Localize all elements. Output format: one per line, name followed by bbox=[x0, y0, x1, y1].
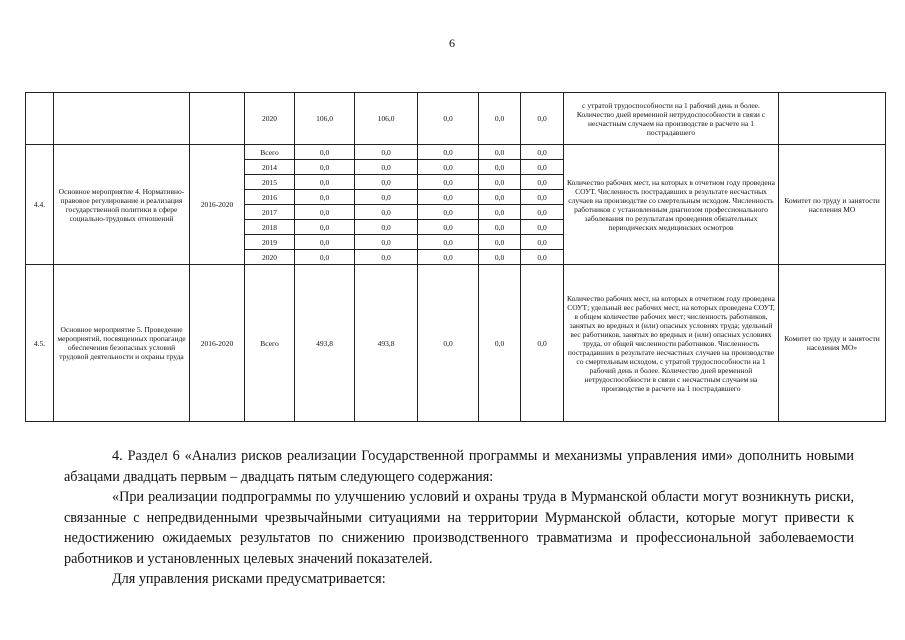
cell-value: 0,0 bbox=[295, 145, 355, 160]
cell-value: 0,0 bbox=[521, 250, 564, 265]
cell-value: 0,0 bbox=[479, 205, 521, 220]
cell-value: 0,0 bbox=[295, 205, 355, 220]
cell-value: 0,0 bbox=[521, 175, 564, 190]
cell-value: 0,0 bbox=[479, 145, 521, 160]
cell-name: Основное мероприятие 5. Проведение мероприятий, посвященных пропаганде обеспечения безопасных условий трудовой деятельности и охраны труда bbox=[54, 265, 190, 422]
cell-year: 2018 bbox=[245, 220, 295, 235]
cell-value: 0,0 bbox=[418, 265, 479, 422]
cell-value: 0,0 bbox=[355, 190, 418, 205]
cell-value: 0,0 bbox=[479, 220, 521, 235]
cell-indicators: с утратой трудоспособности на 1 рабочий день и более. Количество дней временной нетрудоспособности в связи с несчастным случаем на производстве в расчете на 1 пострадавшего bbox=[564, 93, 779, 145]
cell-value: 0,0 bbox=[295, 160, 355, 175]
cell-value: 0,0 bbox=[355, 220, 418, 235]
cell-indicators: Количество рабочих мест, на которых в отчетном году проведена СОУТ; удельный вес рабочих мест, на которых проведена СОУТ, в общем количестве рабочих мест; численность работников, занятых во вредных и (или) опасных условиях труда; удельный вес работников, занятых во вредных и (или) опасных условиях труда, от общей численности работников. Численность пострадавших в результате несчастных случаев на производстве со смертельным исходом, с утратой трудоспособности на 1 рабочий день и более. Количество дней временной нетрудоспособности в связи с несчастным случаем на производстве в расчете на 1 пострадавшего bbox=[564, 265, 779, 422]
cell-year: Всего bbox=[245, 265, 295, 422]
cell-value: 106,0 bbox=[295, 93, 355, 145]
table-row bbox=[26, 93, 886, 145]
cell-value: 0,0 bbox=[418, 160, 479, 175]
cell-value: 0,0 bbox=[479, 190, 521, 205]
cell-value: 0,0 bbox=[479, 175, 521, 190]
cell-year: 2014 bbox=[245, 160, 295, 175]
cell-year: 2015 bbox=[245, 175, 295, 190]
cell-value: 0,0 bbox=[418, 220, 479, 235]
cell-value: 0,0 bbox=[521, 160, 564, 175]
cell-num: 4.4. bbox=[26, 145, 54, 265]
paragraph: «При реализации подпрограммы по улучшению условий и охраны труда в Мурманской области могут возникнуть риски, связанные с непредвиденными чрезвычайными ситуациями на территории Мурманской области, которые могут привести к недостижению ожидаемых результатов по снижению производственного травматизма и профессиональной заболеваемости работников и установленных целевых значений показателей. bbox=[64, 489, 854, 567]
cell-value: 0,0 bbox=[418, 145, 479, 160]
cell-period: 2016-2020 bbox=[190, 145, 245, 265]
cell-value: 0,0 bbox=[355, 235, 418, 250]
cell-value: 0,0 bbox=[355, 145, 418, 160]
cell-value: 0,0 bbox=[479, 265, 521, 422]
cell-value: 0,0 bbox=[418, 250, 479, 265]
cell-value: 0,0 bbox=[521, 190, 564, 205]
cell-value: 0,0 bbox=[295, 250, 355, 265]
cell-value: 106,0 bbox=[355, 93, 418, 145]
cell-value: 0,0 bbox=[295, 220, 355, 235]
cell-value: 0,0 bbox=[418, 205, 479, 220]
cell-value: 0,0 bbox=[479, 160, 521, 175]
cell-indicators: Количество рабочих мест, на которых в отчетном году проведена СОУТ. Численность пострадавших в результате несчастных случаев на производстве со смертельным исходом. Численность работников с установленным диагнозом профессионального заболевания по результатам проведения обязательных периодических медицинских осмотров bbox=[564, 145, 779, 265]
cell-value: 0,0 bbox=[521, 93, 564, 145]
cell-value: 0,0 bbox=[418, 93, 479, 145]
cell-value: 0,0 bbox=[418, 175, 479, 190]
paragraph: 4. Раздел 6 «Анализ рисков реализации Государственной программы и механизмы управления ими» дополнить новыми абзацами двадцать первым – двадцать пятым следующего содержания: bbox=[64, 448, 854, 485]
cell-executor: Комитет по труду и занятости населения МО bbox=[779, 145, 886, 265]
program-table bbox=[25, 92, 886, 422]
cell-year: 2017 bbox=[245, 205, 295, 220]
cell-year: Всего bbox=[245, 145, 295, 160]
cell-num: 4.5. bbox=[26, 265, 54, 422]
cell-value: 0,0 bbox=[355, 160, 418, 175]
cell-year: 2019 bbox=[245, 235, 295, 250]
cell-year: 2016 bbox=[245, 190, 295, 205]
cell-executor: Комитет по труду и занятости населения МО» bbox=[779, 265, 886, 422]
cell-value: 0,0 bbox=[479, 250, 521, 265]
cell-value: 0,0 bbox=[355, 175, 418, 190]
cell-value: 0,0 bbox=[479, 235, 521, 250]
cell-value: 0,0 bbox=[355, 250, 418, 265]
cell-value: 0,0 bbox=[521, 205, 564, 220]
cell-value: 0,0 bbox=[295, 235, 355, 250]
page-number: 6 bbox=[449, 36, 455, 50]
table-row bbox=[26, 145, 886, 160]
cell-value: 0,0 bbox=[418, 235, 479, 250]
cell-year: 2020 bbox=[245, 93, 295, 145]
cell-name bbox=[54, 93, 190, 145]
cell-value: 0,0 bbox=[295, 190, 355, 205]
cell-value: 0,0 bbox=[521, 145, 564, 160]
cell-executor bbox=[779, 93, 886, 145]
cell-value: 0,0 bbox=[355, 205, 418, 220]
paragraph: Для управления рисками предусматривается: bbox=[112, 571, 386, 587]
cell-name: Основное мероприятие 4. Нормативно-правовое регулирование и реализация государственной политики в сфере социально-трудовых отношений bbox=[54, 145, 190, 265]
cell-num bbox=[26, 93, 54, 145]
cell-period bbox=[190, 93, 245, 145]
cell-value: 493,8 bbox=[355, 265, 418, 422]
cell-value: 0,0 bbox=[521, 235, 564, 250]
cell-value: 0,0 bbox=[295, 175, 355, 190]
cell-value: 0,0 bbox=[418, 190, 479, 205]
table-row bbox=[26, 265, 886, 422]
cell-value: 0,0 bbox=[521, 220, 564, 235]
cell-value: 0,0 bbox=[521, 265, 564, 422]
cell-value: 0,0 bbox=[479, 93, 521, 145]
body-text bbox=[64, 446, 854, 590]
cell-value: 493,8 bbox=[295, 265, 355, 422]
cell-year: 2020 bbox=[245, 250, 295, 265]
cell-period: 2016-2020 bbox=[190, 265, 245, 422]
